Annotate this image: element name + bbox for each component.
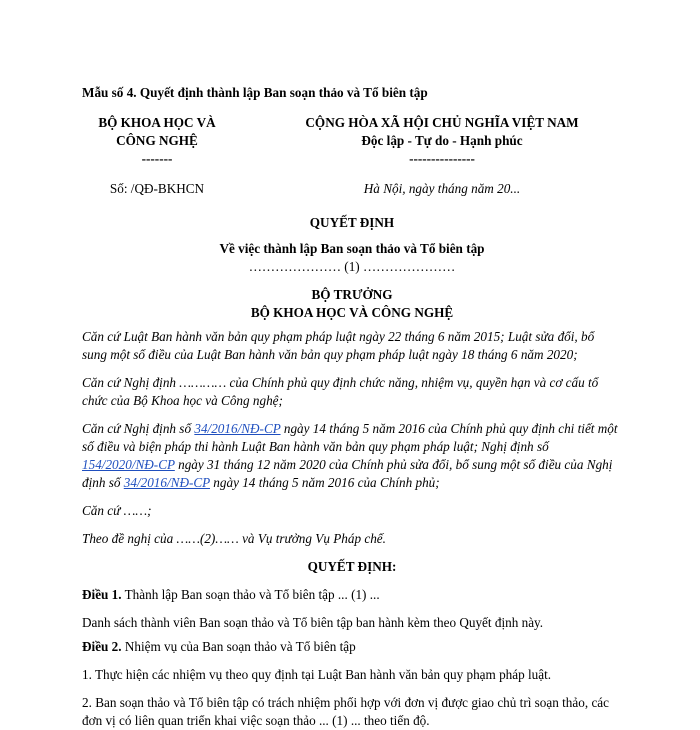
decision-heading: QUYẾT ĐỊNH:	[307, 559, 397, 574]
nation-divider: ---------------	[409, 151, 475, 166]
issuer-name-line1: BỘ KHOA HỌC VÀ	[98, 115, 216, 130]
issuer-block	[82, 114, 232, 168]
place-date: Hà Nội, ngày tháng năm 20...	[363, 181, 521, 196]
basis-paragraph-3	[82, 420, 622, 492]
doc-type: QUYẾT ĐỊNH	[309, 215, 395, 230]
decree-link-154-2020[interactable]: 154/2020/NĐ-CP	[82, 457, 175, 472]
form-title: Mẫu số 4. Quyết định thành lập Ban soạn thảo và Tổ biên tập	[82, 85, 428, 100]
document-number: Số: /QĐ-BKHCN	[109, 181, 205, 196]
article-2-text: Nhiệm vụ của Ban soạn thảo và Tổ biên tập	[121, 639, 356, 654]
basis-3-text-b: ngày 14 tháng 5 năm 2016 của Chính phủ quy định chi tiết một số điều và biện pháp thi hành Luật Ban hành văn bản quy phạm pháp luật; Nghị định số	[82, 421, 618, 454]
proposal-paragraph: Theo đề nghị của ……(2)…… và Vụ trưởng Vụ Pháp chế.	[82, 531, 386, 546]
basis-3-text-c: ngày 31 tháng 12 năm 2020 của Chính phủ sửa đổi, bổ sung một số điều của Nghị định số	[82, 457, 613, 490]
basis-paragraph-4: Căn cứ ……;	[82, 503, 152, 518]
basis-paragraph-2: Căn cứ Nghị định ………… của Chính phủ quy định chức năng, nhiệm vụ, quyền hạn và cơ cấu tổ chức của Bộ Khoa học và Công nghệ;	[82, 375, 599, 408]
nation-motto: Độc lập - Tự do - Hạnh phúc	[361, 133, 523, 148]
issuer-name-line2: CÔNG NGHỆ	[116, 133, 198, 148]
article-2-label: Điều 2.	[82, 639, 122, 654]
article-1-label: Điều 1.	[82, 587, 122, 602]
issuer-divider: -------	[141, 151, 173, 166]
nation-name: CỘNG HÒA XÃ HỘI CHỦ NGHĨA VIỆT NAM	[305, 115, 579, 130]
decree-link-34-2016-second[interactable]: 34/2016/NĐ-CP	[123, 475, 210, 490]
basis-3-text-d: ngày 14 tháng 5 năm 2016 của Chính phủ;	[209, 475, 440, 490]
basis-3-text-a: Căn cứ Nghị định số	[82, 421, 195, 436]
authority-ministry: BỘ KHOA HỌC VÀ CÔNG NGHỆ	[250, 305, 454, 320]
article-2	[82, 638, 622, 656]
decree-link-34-2016[interactable]: 34/2016/NĐ-CP	[194, 421, 281, 436]
article-2-item-1: 1. Thực hiện các nhiệm vụ theo quy định tại Luật Ban hành văn bản quy phạm pháp luật.	[82, 667, 552, 682]
article-1	[82, 586, 622, 604]
article-2-item-2: 2. Ban soạn thảo và Tổ biên tập có trách nhiệm phối hợp với đơn vị được giao chủ trì soạn thảo, các đơn vị có liên quan triển khai việc soạn thảo ... (1) ... theo tiến độ.	[82, 695, 610, 728]
article-1-text: Thành lập Ban soạn thảo và Tổ biên tập ... (1) ...	[121, 587, 380, 602]
doc-subject: Về việc thành lập Ban soạn thảo và Tổ biên tập	[219, 241, 485, 256]
nation-block	[232, 114, 622, 168]
document-page	[82, 84, 622, 730]
article-1-note: Danh sách thành viên Ban soạn thảo và Tổ biên tập ban hành kèm theo Quyết định này.	[82, 615, 544, 630]
header-block	[82, 114, 622, 168]
doc-subject-blank: ………………… (1) …………………	[248, 259, 456, 274]
number-date-row	[82, 180, 622, 198]
authority-title: BỘ TRƯỞNG	[311, 287, 393, 302]
basis-paragraph-1: Căn cứ Luật Ban hành văn bản quy phạm pháp luật ngày 22 tháng 6 năm 2015; Luật sửa đổi, bổ sung một số điều của Luật Ban hành văn bản quy phạm pháp luật ngày 18 tháng 6 năm 2020;	[82, 329, 595, 362]
